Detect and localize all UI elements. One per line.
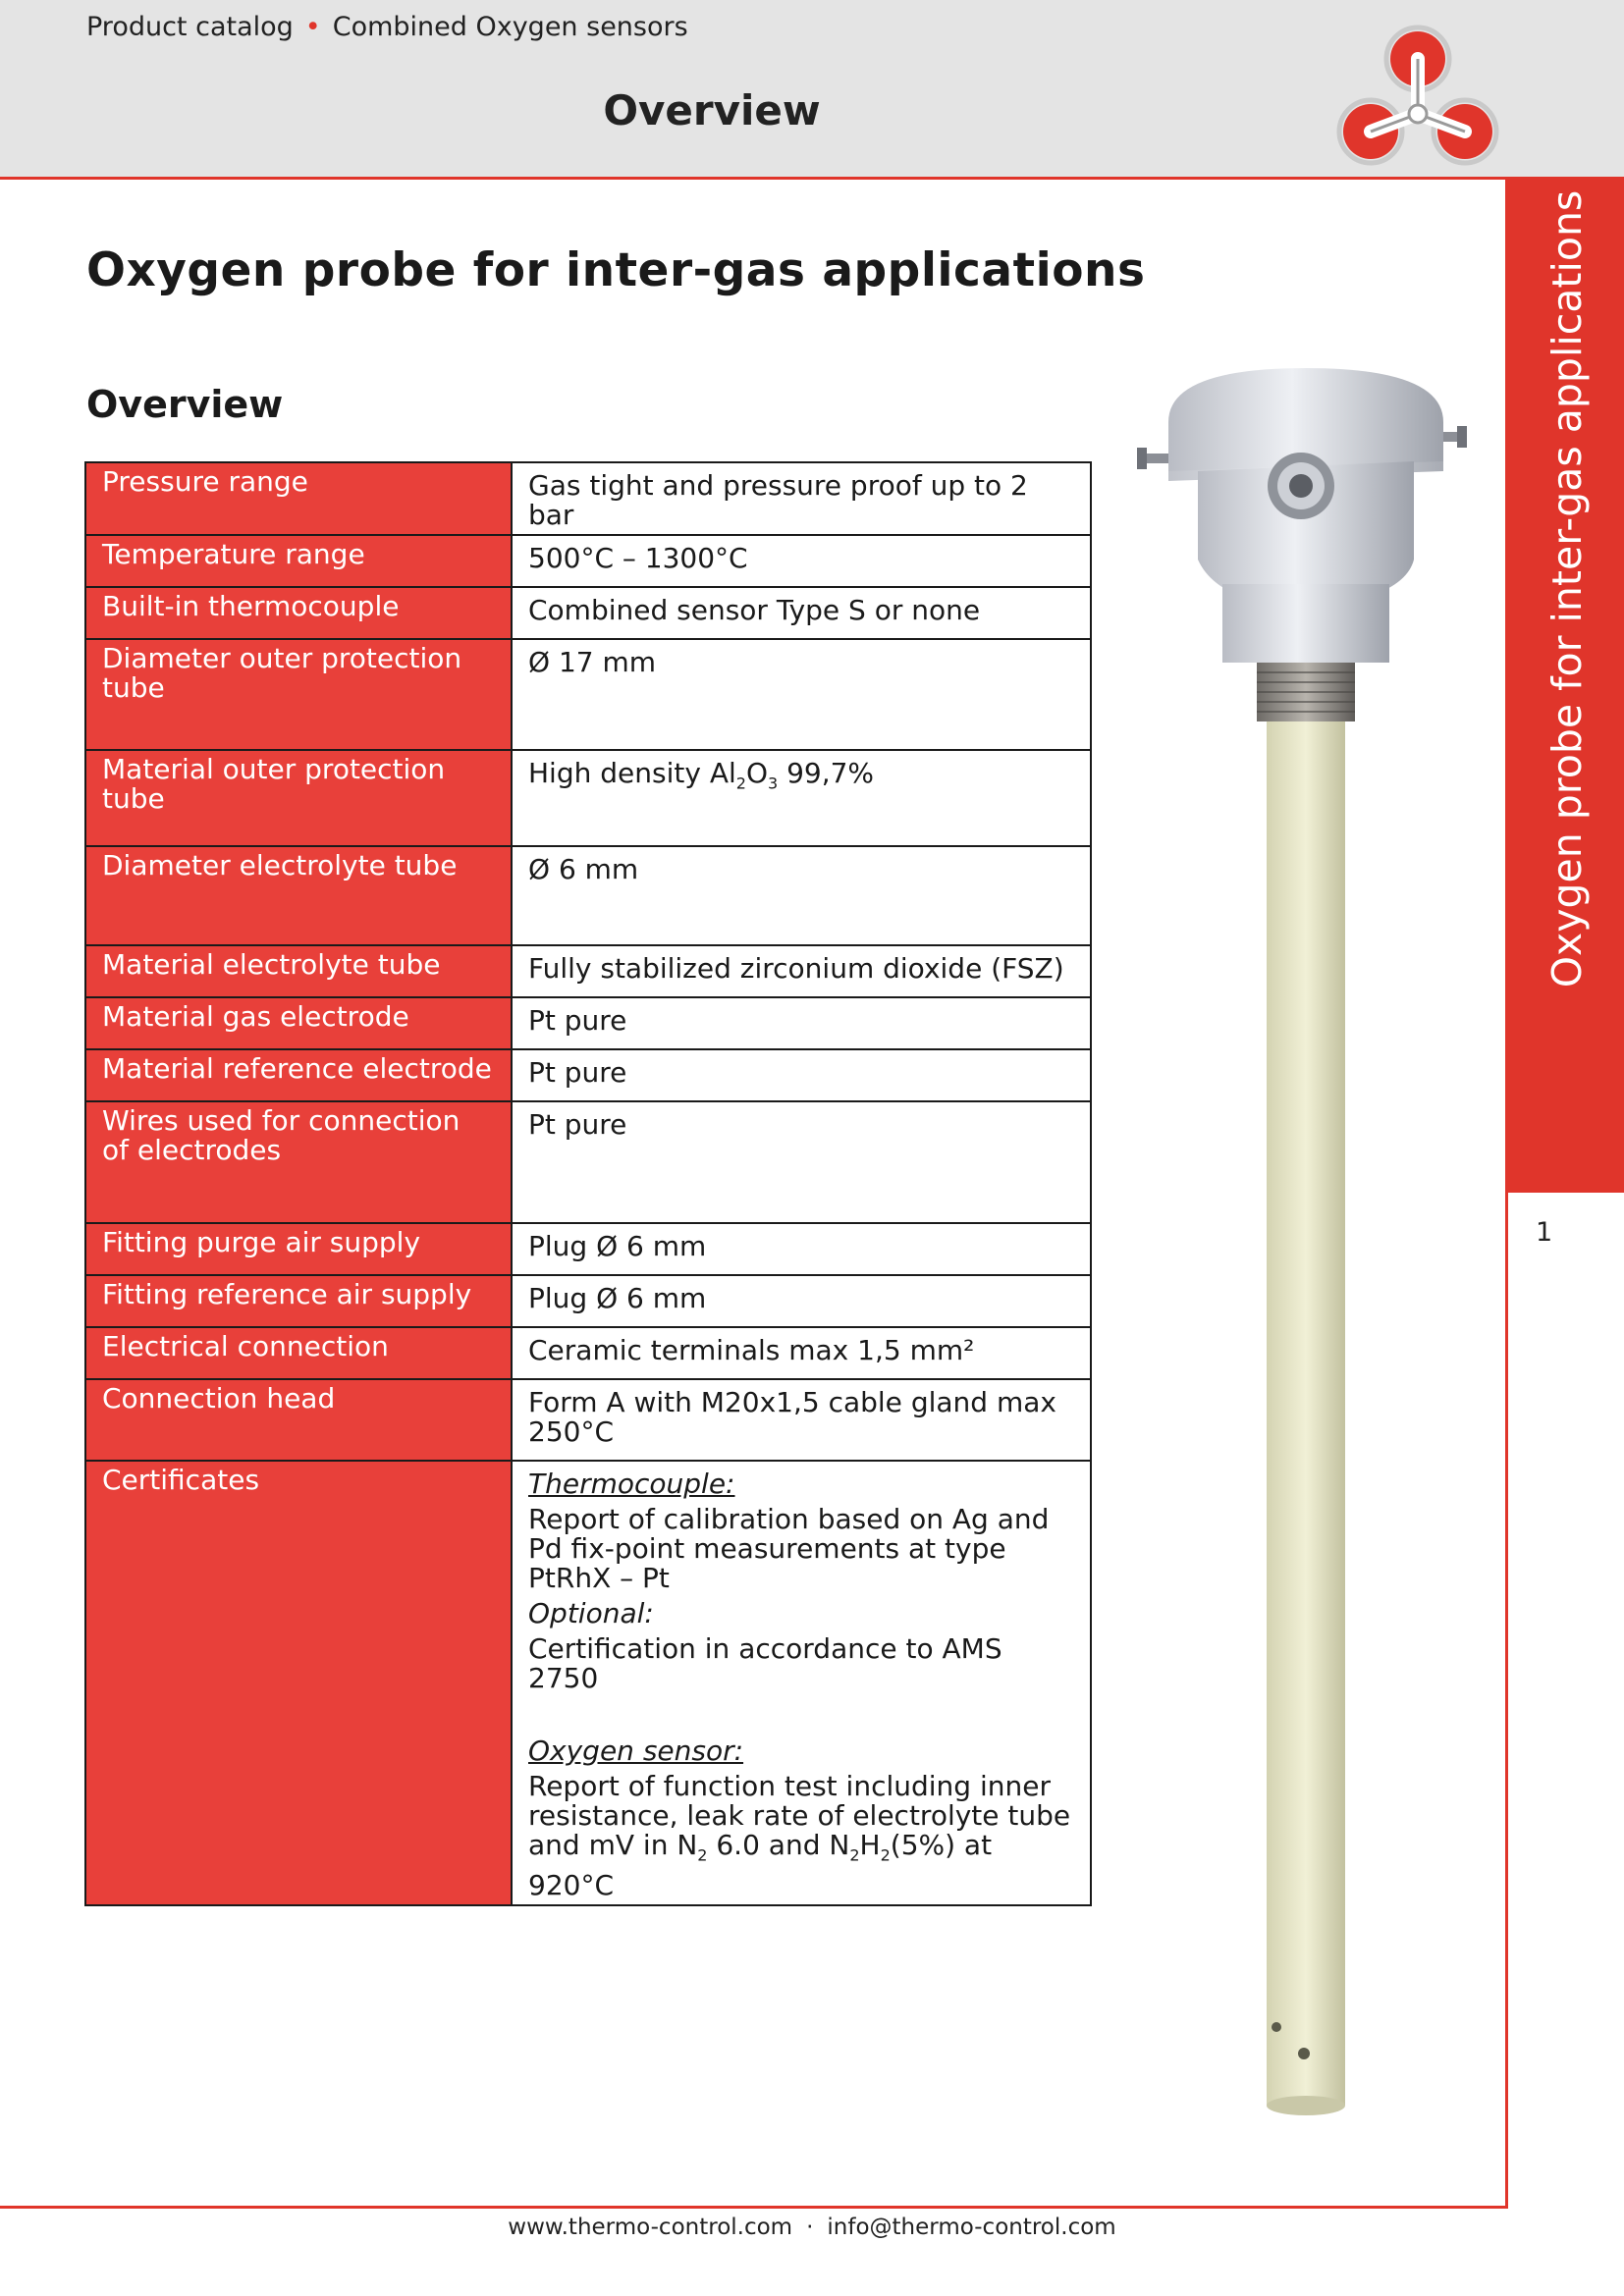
page-header: [0, 0, 1624, 177]
row-label: Material reference electrode: [85, 1049, 512, 1101]
row-value: High density $Al_2O_3$ 99,7%: [512, 750, 1091, 846]
row-label: Electrical connection: [85, 1327, 512, 1379]
row-label: Pressure range: [85, 462, 512, 535]
row-value: Combined sensor Type S or none: [512, 587, 1091, 639]
table-row: [85, 1223, 1091, 1275]
footer-website-link[interactable]: www.thermo-control.com: [508, 2215, 793, 2240]
oxygen-sensor-heading: Oxygen sensor:: [528, 1735, 744, 1767]
thermocouple-heading: Thermocouple:: [528, 1468, 735, 1500]
table-row: [85, 1461, 1091, 1905]
table-row: [85, 587, 1091, 639]
table-row: [85, 945, 1091, 997]
table-row: [85, 462, 1091, 535]
company-logo: [1333, 16, 1502, 171]
oxygen-sensor-text: Report of function test including inner resistance, leak rate of electrolyte tube and mV in $N_2$ 6.0 and $N_2H_2(5\%)$ at 920°C: [528, 1770, 1071, 1901]
row-value: 500°C – 1300°C: [512, 535, 1091, 587]
row-label: Material gas electrode: [85, 997, 512, 1049]
row-label: Diameter outer protection tube: [85, 639, 512, 750]
row-value: Plug Ø 6 mm: [512, 1223, 1091, 1275]
table-row: [85, 1049, 1091, 1101]
row-value: Plug Ø 6 mm: [512, 1275, 1091, 1327]
oxygen-probe-image: [1129, 363, 1483, 2130]
optional-text: Certification in accordance to AMS 2750: [528, 1632, 1002, 1694]
breadcrumb-separator: •: [304, 12, 321, 42]
row-value: Ø 6 mm: [512, 846, 1091, 945]
row-value: Pt pure: [512, 1049, 1091, 1101]
table-row: [85, 997, 1091, 1049]
section-heading: Overview: [86, 383, 284, 426]
row-label: Certificates: [85, 1461, 512, 1905]
row-label: Material outer protection tube: [85, 750, 512, 846]
header-divider: [0, 177, 1507, 180]
table-row: [85, 1275, 1091, 1327]
row-value: Pt pure: [512, 997, 1091, 1049]
table-row: [85, 639, 1091, 750]
row-label: Connection head: [85, 1379, 512, 1461]
row-label: Fitting reference air supply: [85, 1275, 512, 1327]
frame-bottom-border: [0, 2206, 1508, 2209]
table-row: [85, 750, 1091, 846]
page-number: 1: [1536, 1217, 1553, 1248]
table-row: [85, 535, 1091, 587]
page-footer: [0, 2215, 1624, 2240]
row-label: Fitting purge air supply: [85, 1223, 512, 1275]
breadcrumb-combined-oxygen-sensors: Combined Oxygen sensors: [332, 12, 688, 42]
optional-heading: Optional:: [528, 1597, 654, 1629]
page-title: Oxygen probe for inter-gas applications: [86, 243, 1146, 297]
table-row: [85, 846, 1091, 945]
row-value: Ø 17 mm: [512, 639, 1091, 750]
breadcrumb: [86, 12, 688, 42]
thermocouple-text: Report of calibration based on Ag and Pd fix-point measurements at type PtRhX – Pt: [528, 1503, 1050, 1594]
breadcrumb-product-catalog: Product catalog: [86, 12, 294, 42]
spec-table: [84, 461, 1092, 1906]
header-title: Overview: [603, 86, 821, 134]
row-label: Diameter electrolyte tube: [85, 846, 512, 945]
row-label: Temperature range: [85, 535, 512, 587]
row-value: Form A with M20x1,5 cable gland max 250°C: [512, 1379, 1091, 1461]
table-row: [85, 1327, 1091, 1379]
row-label: Material electrolyte tube: [85, 945, 512, 997]
row-label: Built-in thermocouple: [85, 587, 512, 639]
footer-email-link[interactable]: info@thermo-control.com: [827, 2215, 1116, 2240]
footer-separator: ·: [806, 2215, 814, 2240]
table-row: [85, 1101, 1091, 1223]
row-label: Wires used for connection of electrodes: [85, 1101, 512, 1223]
table-row: [85, 1379, 1091, 1461]
row-value: Fully stabilized zirconium dioxide (FSZ): [512, 945, 1091, 997]
certificates-value: [512, 1461, 1091, 1905]
side-tab-label: Oxygen probe for inter-gas applications: [1543, 189, 1591, 988]
row-value: Ceramic terminals max 1,5 mm²: [512, 1327, 1091, 1379]
row-value: Pt pure: [512, 1101, 1091, 1223]
row-value: Gas tight and pressure proof up to 2 bar: [512, 462, 1091, 535]
